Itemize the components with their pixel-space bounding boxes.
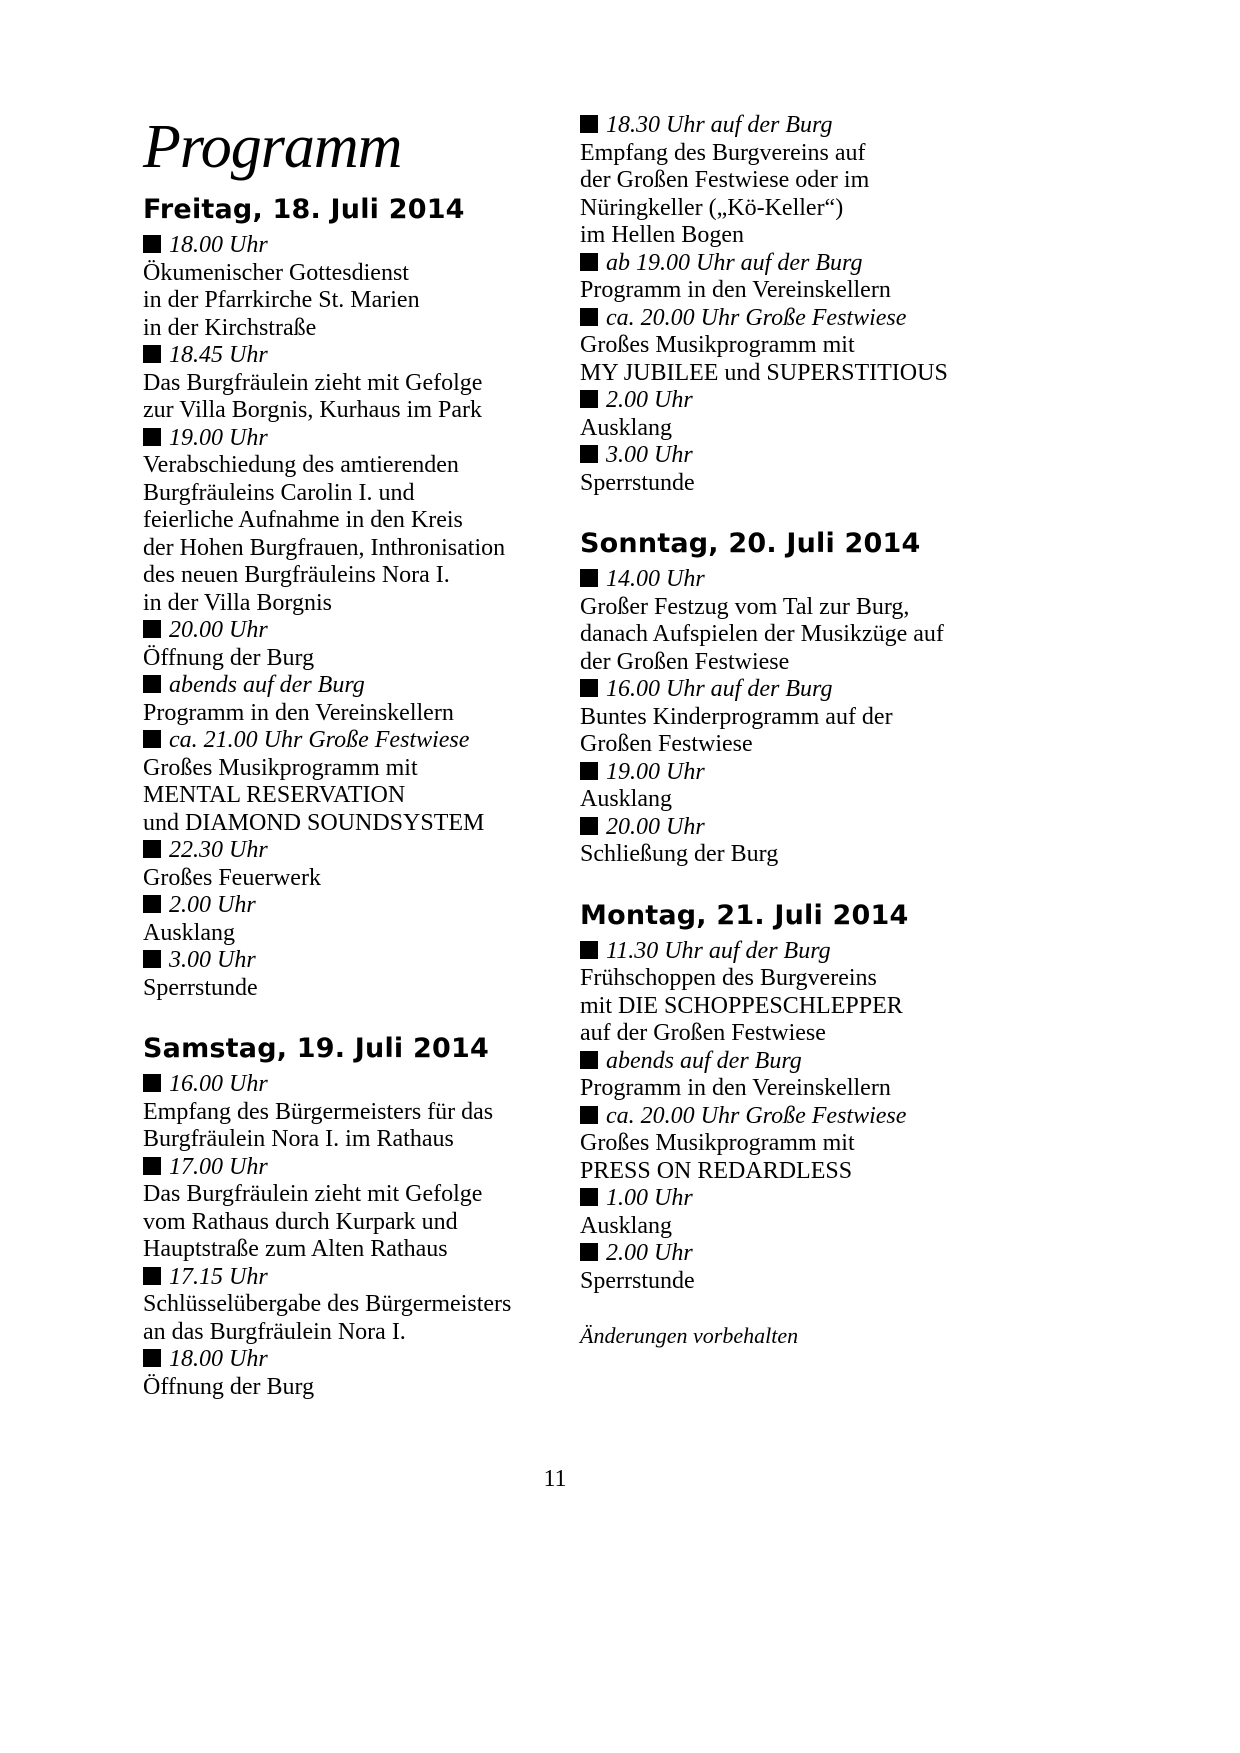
event-time	[143, 1154, 583, 1182]
square-bullet-icon	[580, 679, 598, 697]
event-description-line: Nüringkeller („Kö-Keller“)	[580, 194, 844, 221]
event-time	[580, 566, 1020, 594]
square-bullet-icon	[143, 895, 161, 913]
square-bullet-icon	[143, 345, 161, 363]
event-description-line: danach Aufspielen der Musikzüge auf	[580, 621, 944, 647]
event-description-line: und DIAMOND SOUNDSYSTEM	[143, 809, 485, 836]
event-time	[580, 814, 1020, 842]
event-description-line: der Großen Festwiese oder im	[580, 167, 870, 193]
event-time	[580, 1185, 1020, 1213]
event-description-line: Schlüsselübergabe des Bürgermeisters	[143, 1291, 512, 1317]
day-heading: Montag, 21. Juli 2014	[580, 899, 909, 931]
event-time-text: abends auf der Burg	[606, 1047, 802, 1074]
event-time-text: 18.00 Uhr	[169, 1346, 268, 1372]
schedule-event	[580, 1103, 1020, 1186]
event-description-line: Ökumenischer Gottesdienst	[143, 259, 409, 286]
event-description-line: in der Kirchstraße	[143, 314, 317, 341]
square-bullet-icon	[580, 115, 598, 133]
event-description-line: Großes Musikprogramm mit	[580, 332, 855, 358]
event-time-text: abends auf der Burg	[169, 672, 365, 698]
square-bullet-icon	[143, 840, 161, 858]
event-description-line: Öffnung der Burg	[143, 644, 315, 671]
event-description-line: Sperrstunde	[580, 469, 695, 496]
square-bullet-icon	[580, 941, 598, 959]
square-bullet-icon	[580, 817, 598, 835]
schedule-event	[580, 112, 1020, 250]
event-time-text: 17.15 Uhr	[169, 1263, 268, 1290]
event-description-line: Ausklang	[580, 1212, 672, 1239]
event-description-line: Verabschiedung des amtierenden	[143, 452, 459, 478]
schedule-event	[580, 305, 1020, 388]
day-section	[580, 524, 1020, 869]
event-time-text: 19.00 Uhr	[606, 758, 705, 785]
schedule-event	[580, 759, 1020, 814]
day-section	[580, 896, 1020, 1296]
event-time-text: 22.30 Uhr	[169, 837, 268, 863]
event-time-text: 17.00 Uhr	[169, 1153, 268, 1180]
event-description-line: Schließung der Burg	[580, 841, 779, 867]
square-bullet-icon	[143, 950, 161, 968]
event-description-line: im Hellen Bogen	[580, 222, 744, 248]
event-description-line: Programm in den Vereinskellern	[580, 277, 891, 303]
event-description-line: MENTAL RESERVATION	[143, 782, 406, 808]
event-description-line: Ausklang	[580, 414, 672, 441]
schedule-event	[143, 1264, 583, 1347]
event-description-line: der Großen Festwiese	[580, 648, 790, 675]
schedule-event	[580, 250, 1020, 305]
event-description-line: vom Rathaus durch Kurpark und	[143, 1208, 458, 1235]
event-time	[580, 938, 1020, 966]
schedule-event	[580, 387, 1020, 442]
event-time	[143, 837, 583, 865]
event-time	[143, 1264, 583, 1292]
square-bullet-icon	[580, 1188, 598, 1206]
event-description-line: mit DIE SCHOPPESCHLEPPER	[580, 992, 903, 1019]
schedule-event	[143, 1346, 583, 1401]
schedule-event	[143, 892, 583, 947]
event-time-text: 18.30 Uhr auf der Burg	[606, 112, 833, 138]
event-description-line: Empfang des Burgvereins auf	[580, 139, 866, 166]
event-time-text: 14.00 Uhr	[606, 566, 705, 592]
day-heading: Sonntag, 20. Juli 2014	[580, 528, 921, 559]
event-description-line: in der Villa Borgnis	[143, 589, 332, 616]
schedule-event	[580, 1240, 1020, 1295]
square-bullet-icon	[143, 1157, 161, 1175]
square-bullet-icon	[580, 1243, 598, 1261]
event-time	[580, 1048, 1020, 1076]
left-column	[143, 190, 583, 1428]
event-time-text: 16.00 Uhr	[169, 1071, 268, 1097]
event-time	[580, 442, 1020, 470]
event-description-line: Sperrstunde	[580, 1267, 695, 1294]
event-description-line: Burgfräuleins Carolin I. und	[143, 479, 415, 506]
event-time	[143, 727, 583, 755]
day-section	[143, 190, 583, 1002]
event-description-line: auf der Großen Festwiese	[580, 1020, 826, 1046]
event-time-text: ca. 20.00 Uhr Große Festwiese	[606, 304, 907, 331]
schedule-event	[143, 947, 583, 1002]
schedule-event	[580, 676, 1020, 759]
event-time-text: 2.00 Uhr	[606, 1240, 693, 1266]
event-description-line: Ausklang	[143, 919, 235, 946]
event-time-text: 20.00 Uhr	[606, 813, 705, 840]
event-description-line: Hauptstraße zum Alten Rathaus	[143, 1236, 448, 1262]
event-description-line: zur Villa Borgnis, Kurhaus im Park	[143, 397, 482, 423]
schedule-event	[143, 617, 583, 672]
square-bullet-icon	[143, 428, 161, 446]
square-bullet-icon	[143, 730, 161, 748]
square-bullet-icon	[580, 1106, 598, 1124]
square-bullet-icon	[580, 762, 598, 780]
event-description-line: an das Burgfräulein Nora I.	[143, 1318, 406, 1345]
schedule-event	[580, 938, 1020, 1048]
event-time	[143, 892, 583, 920]
square-bullet-icon	[580, 253, 598, 271]
day-heading: Samstag, 19. Juli 2014	[143, 1033, 489, 1064]
right-column	[580, 112, 1020, 1350]
event-description-line: des neuen Burgfräuleins Nora I.	[143, 562, 450, 588]
event-time-text: 16.00 Uhr auf der Burg	[606, 676, 833, 702]
event-time	[580, 759, 1020, 787]
event-time	[143, 1346, 583, 1374]
event-description-line: Ausklang	[580, 786, 672, 812]
schedule-event	[143, 1154, 583, 1264]
square-bullet-icon	[143, 1074, 161, 1092]
day-section	[143, 1029, 583, 1401]
event-time-text: ca. 20.00 Uhr Große Festwiese	[606, 1102, 907, 1129]
event-description-line: PRESS ON REDARDLESS	[580, 1157, 853, 1184]
event-description-line: MY JUBILEE und SUPERSTITIOUS	[580, 359, 948, 386]
event-time-text: 11.30 Uhr auf der Burg	[606, 937, 831, 964]
event-description-line: Sperrstunde	[143, 974, 258, 1001]
event-time	[143, 425, 583, 453]
event-time	[580, 1103, 1020, 1131]
square-bullet-icon	[580, 569, 598, 587]
event-time	[143, 672, 583, 700]
event-time-text: 3.00 Uhr	[606, 442, 693, 468]
event-time-text: ab 19.00 Uhr auf der Burg	[606, 249, 863, 276]
event-description-line: Großer Festzug vom Tal zur Burg,	[580, 593, 910, 620]
square-bullet-icon	[143, 620, 161, 638]
event-time-text: ca. 21.00 Uhr Große Festwiese	[169, 727, 470, 753]
changes-reserved-note: Änderungen vorbehalten	[580, 1323, 799, 1348]
square-bullet-icon	[580, 1051, 598, 1069]
event-time	[143, 232, 583, 260]
schedule-event	[580, 1185, 1020, 1240]
event-description-line: feierliche Aufnahme in den Kreis	[143, 507, 463, 533]
page-title: Programm	[143, 113, 402, 181]
schedule-event	[580, 566, 1020, 676]
square-bullet-icon	[143, 1267, 161, 1285]
event-time-text: 2.00 Uhr	[169, 892, 256, 918]
event-description-line: Das Burgfräulein zieht mit Gefolge	[143, 369, 483, 396]
event-description-line: Buntes Kinderprogramm auf der	[580, 703, 893, 730]
schedule-event	[143, 1071, 583, 1154]
event-time-text: 1.00 Uhr	[606, 1185, 693, 1211]
square-bullet-icon	[580, 445, 598, 463]
square-bullet-icon	[143, 675, 161, 693]
event-description-line: Großes Musikprogramm mit	[143, 754, 418, 781]
schedule-event	[143, 837, 583, 892]
event-time-text: 18.45 Uhr	[169, 342, 268, 368]
event-time	[580, 305, 1020, 333]
event-time-text: 18.00 Uhr	[169, 232, 268, 258]
schedule-event	[143, 425, 583, 618]
event-description-line: Großes Musikprogramm mit	[580, 1130, 855, 1156]
event-description-line: Programm in den Vereinskellern	[580, 1075, 891, 1101]
event-time	[580, 112, 1020, 140]
schedule-event	[143, 232, 583, 342]
schedule-event	[580, 442, 1020, 497]
square-bullet-icon	[143, 235, 161, 253]
event-description-line: Öffnung der Burg	[143, 1373, 315, 1400]
schedule-event	[143, 342, 583, 425]
event-description-line: Frühschoppen des Burgvereins	[580, 965, 877, 991]
event-time	[143, 617, 583, 645]
event-time	[580, 676, 1020, 704]
page-number: 11	[543, 1466, 567, 1492]
schedule-event	[580, 1048, 1020, 1103]
event-time	[580, 387, 1020, 415]
event-time	[143, 947, 583, 975]
event-description-line: Burgfräulein Nora I. im Rathaus	[143, 1126, 454, 1152]
day-section	[580, 112, 1020, 497]
event-time-text: 19.00 Uhr	[169, 424, 268, 451]
event-time-text: 2.00 Uhr	[606, 387, 693, 413]
schedule-event	[580, 814, 1020, 869]
event-description-line: Das Burgfräulein zieht mit Gefolge	[143, 1181, 483, 1207]
event-description-line: in der Pfarrkirche St. Marien	[143, 287, 420, 313]
event-description-line: Großen Festwiese	[580, 731, 753, 757]
event-time	[580, 250, 1020, 278]
event-description-line: Empfang des Bürgermeisters für das	[143, 1098, 494, 1125]
event-time	[143, 1071, 583, 1099]
schedule-event	[143, 727, 583, 837]
square-bullet-icon	[580, 390, 598, 408]
event-description-line: Großes Feuerwerk	[143, 864, 321, 891]
event-description-line: Programm in den Vereinskellern	[143, 699, 454, 726]
schedule-event	[143, 672, 583, 727]
event-time	[580, 1240, 1020, 1268]
event-time	[143, 342, 583, 370]
square-bullet-icon	[143, 1349, 161, 1367]
day-heading: Freitag, 18. Juli 2014	[143, 194, 465, 225]
event-time-text: 3.00 Uhr	[169, 947, 256, 973]
event-description-line: der Hohen Burgfrauen, Inthronisation	[143, 534, 506, 561]
square-bullet-icon	[580, 308, 598, 326]
event-time-text: 20.00 Uhr	[169, 617, 268, 643]
